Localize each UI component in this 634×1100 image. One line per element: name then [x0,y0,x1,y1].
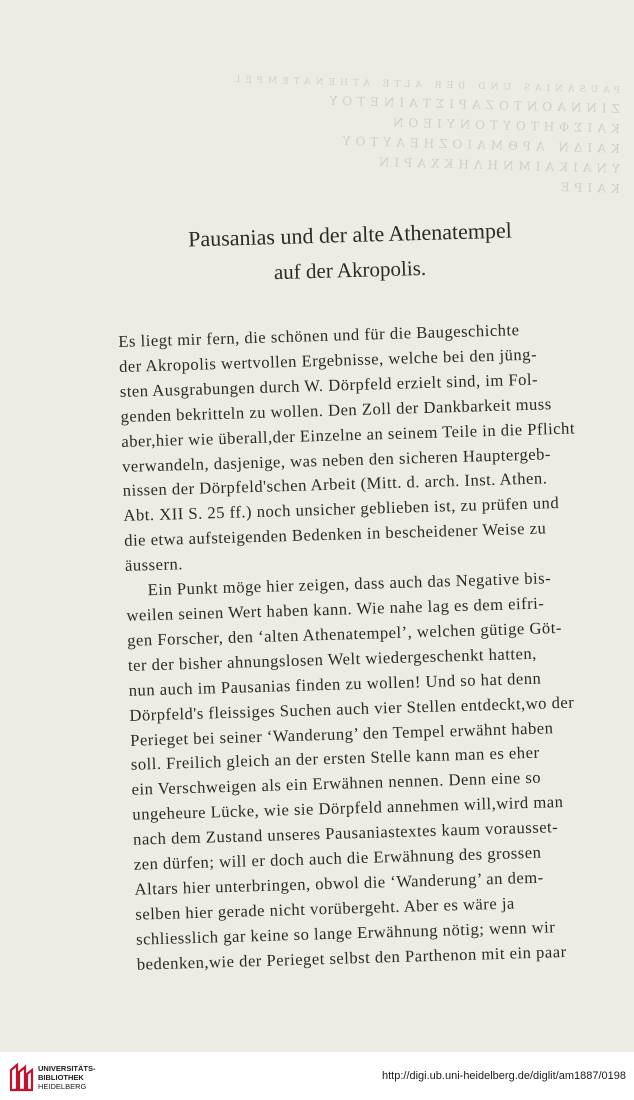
bleed-through-line: ΚΑΙΔΝ ΑΡΘΜΑΙΟΖΗΕΑΥΤΟΥ [337,133,621,156]
text-line: genden bekritteln zu wollen. Den Zoll der Dankbarkeit muss [120,393,552,426]
bleed-through-line: ΖΙΝΝΑΟΝΤΟΖΑΡΙΣΤΑΙΝΕΤΟΥ [324,93,621,116]
text-line: selben hier gerade nicht vorübergeht. Aber es wäre ja [135,893,516,924]
source-url-link[interactable]: http://digi.ub.uni-heidelberg.de/diglit/am1887/0198 [381,1070,626,1082]
text-line: ungeheure Lücke, wie sie Dörpfeld annehmen will,wird man [132,792,564,825]
text-line: gen Forscher, den ‘alten Athenatempel’, welchen gütige Göt- [126,617,563,650]
bleed-through-line: ΥΝΑΙΚΑΙΜΝΗΛΗΚΧΑΡΙΝ [373,154,621,176]
institution-name [38,1064,96,1091]
bleed-through-header: PAUSANIAS UND DER ALTE ATHENATEMPEL [229,74,621,96]
text-line: Ein Punkt möge hier zeigen, dass auch das Negative bis- [147,568,552,600]
university-library-logo-icon [8,1062,34,1092]
institution-line: BIBLIOTHEK [38,1073,84,1082]
text-line: Dörpfeld's fleissiges Suchen auch vier Stellen entdeckt,wo der [129,692,575,725]
text-line: verwandeln, dasjenige, was neben den sicheren Hauptergeb- [121,443,552,476]
institution-line: HEIDELBERG [38,1082,87,1091]
text-line: ein Verschweigen als ein Erwähnen nennen. Denn eine so [131,767,542,800]
page-title: Pausanias und der alte Athenatempel [187,217,513,252]
text-line: äussern. [124,554,184,576]
text-line: ter der bisher ahnungslosen Welt wiedergeschenkt hatten, [127,643,538,675]
institution-line: UNIVERSITÄTS- [38,1064,96,1073]
text-line: nach dem Zustand unseres Pausaniastextes kaum vorausset- [132,817,559,849]
text-line: Abt. XII S. 25 ff.) noch unsicher geblieben ist, zu prüfen und [123,493,560,526]
page-subtitle: auf der Akropolis. [273,255,427,285]
text-line: die etwa aufsteigenden Bedenken in bescheidener Weise zu [123,518,547,551]
text-line: zen dürfen; will er doch auch die Erwähnung des grossen [133,842,542,874]
text-line: Es liegt mir fern, die schönen und für die Baugeschichte [118,320,520,351]
text-line: sten Ausgrabungen durch W. Dörpfeld erzielt sind, im Fol- [119,369,539,401]
text-line: aber,hier wie überall,der Einzelne an seinem Teile in die Pflicht [121,418,576,451]
text-line: bedenken,wie der Perieget selbst den Parthenon mit ein paar [136,941,567,974]
text-line: nissen der Dörpfeld'schen Arbeit (Mitt. d. arch. Inst. Athen. [122,468,548,501]
text-line: soll. Freilich gleich an der ersten Stelle kann man es eher [130,743,540,775]
text-line: Altars hier unterbringen, obwol die ‘Wanderung’ an dem- [134,867,544,899]
bleed-through-line: ΚΑΙΡΕ [555,180,621,196]
text-line: weilen seinen Wert haben kann. Wie nahe lag es dem eifri- [126,593,545,625]
footer-bar [0,1052,634,1100]
paragraph-2 [125,565,615,978]
bleed-through-line: ΚΑΙΣΦΗΤΟΥΤΟΝΥΙΕΟΝ [387,115,621,136]
text-line: nun auch im Pausanias finden zu wollen! Und so hat denn [128,668,542,700]
text-line: der Akropolis wertvollen Ergebnisse, welche bei den jüng- [118,344,538,376]
text-line: Perieget bei seiner ‘Wanderung’ den Tempel erwähnt haben [129,717,554,750]
body-text [118,316,615,977]
paragraph-1 [118,316,603,579]
text-line: schliesslich gar keine so lange Erwähnung nötig; wenn wir [135,917,556,949]
